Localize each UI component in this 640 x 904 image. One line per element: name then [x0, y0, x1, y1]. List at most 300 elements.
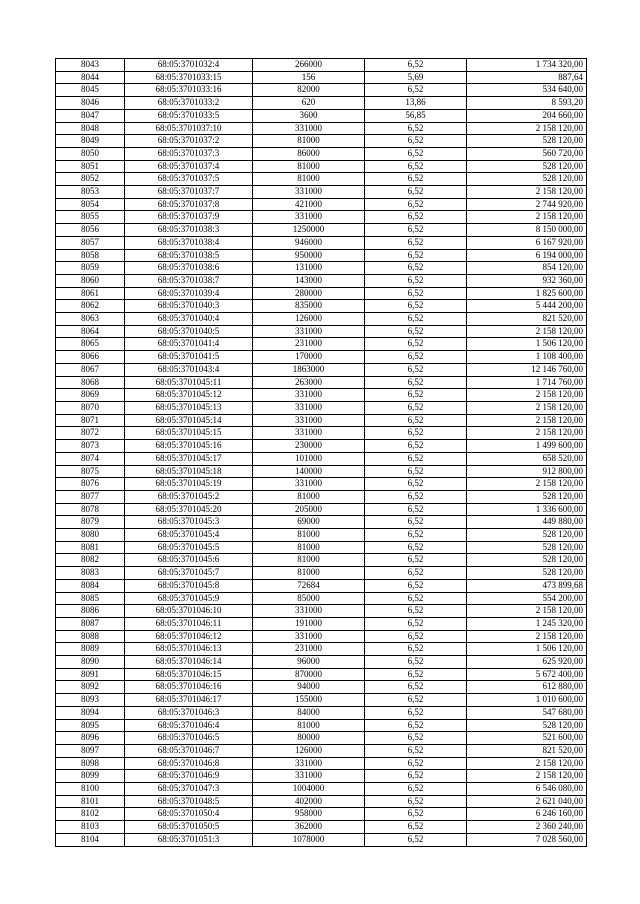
row-number-cell: 8097	[56, 744, 125, 757]
table-row	[56, 363, 587, 376]
table-row	[56, 401, 587, 414]
cadastral-number-cell: 68:05:3701045:19	[125, 478, 253, 491]
row-number-cell: 8095	[56, 719, 125, 732]
row-number-cell: 8047	[56, 109, 125, 122]
cadastral-number-cell: 68:05:3701045:9	[125, 592, 253, 605]
cadastral-number-cell: 68:05:3701045:4	[125, 529, 253, 542]
area-cell: 1250000	[253, 224, 365, 237]
row-number-cell: 8053	[56, 186, 125, 199]
row-number-cell: 8096	[56, 732, 125, 745]
table-row	[56, 236, 587, 249]
table-row	[56, 325, 587, 338]
rate-cell: 6,52	[365, 567, 467, 580]
row-number-cell: 8075	[56, 465, 125, 478]
area-cell: 80000	[253, 732, 365, 745]
rate-cell: 6,52	[365, 668, 467, 681]
cadastral-number-cell: 68:05:3701038:4	[125, 236, 253, 249]
cadastral-number-cell: 68:05:3701040:3	[125, 300, 253, 313]
row-number-cell: 8078	[56, 503, 125, 516]
row-number-cell: 8086	[56, 605, 125, 618]
rate-cell: 6,52	[365, 478, 467, 491]
amount-cell: 528 120,00	[467, 529, 587, 542]
row-number-cell: 8094	[56, 706, 125, 719]
amount-cell: 912 800,00	[467, 465, 587, 478]
rate-cell: 6,52	[365, 732, 467, 745]
area-cell: 126000	[253, 313, 365, 326]
amount-cell: 528 120,00	[467, 719, 587, 732]
cadastral-number-cell: 68:05:3701046:12	[125, 630, 253, 643]
table-row	[56, 313, 587, 326]
area-cell: 94000	[253, 681, 365, 694]
area-cell: 231000	[253, 338, 365, 351]
amount-cell: 521 600,00	[467, 732, 587, 745]
table-row	[56, 503, 587, 516]
cadastral-number-cell: 68:05:3701037:3	[125, 147, 253, 160]
row-number-cell: 8093	[56, 694, 125, 707]
table-row	[56, 605, 587, 618]
table-row	[56, 833, 587, 846]
row-number-cell: 8065	[56, 338, 125, 351]
rate-cell: 6,52	[365, 376, 467, 389]
cadastral-number-cell: 68:05:3701046:9	[125, 770, 253, 783]
row-number-cell: 8043	[56, 59, 125, 72]
amount-cell: 12 146 760,00	[467, 363, 587, 376]
amount-cell: 528 120,00	[467, 490, 587, 503]
row-number-cell: 8082	[56, 554, 125, 567]
amount-cell: 1 714 760,00	[467, 376, 587, 389]
table-row	[56, 732, 587, 745]
cadastral-number-cell: 68:05:3701037:8	[125, 198, 253, 211]
cadastral-number-cell: 68:05:3701045:18	[125, 465, 253, 478]
cadastral-number-cell: 68:05:3701045:6	[125, 554, 253, 567]
area-cell: 81000	[253, 567, 365, 580]
area-cell: 331000	[253, 630, 365, 643]
area-cell: 331000	[253, 605, 365, 618]
rate-cell: 6,52	[365, 808, 467, 821]
row-number-cell: 8087	[56, 617, 125, 630]
row-number-cell: 8080	[56, 529, 125, 542]
amount-cell: 2 158 120,00	[467, 325, 587, 338]
table-row	[56, 643, 587, 656]
cadastral-number-cell: 68:05:3701050:5	[125, 821, 253, 834]
row-number-cell: 8052	[56, 173, 125, 186]
area-cell: 69000	[253, 516, 365, 529]
amount-cell: 1 506 120,00	[467, 338, 587, 351]
amount-cell: 473 899,68	[467, 579, 587, 592]
rate-cell: 6,52	[365, 287, 467, 300]
cadastral-number-cell: 68:05:3701041:5	[125, 351, 253, 364]
rate-cell: 6,52	[365, 325, 467, 338]
cadastral-number-cell: 68:05:3701045:17	[125, 452, 253, 465]
rate-cell: 6,52	[365, 147, 467, 160]
table-row	[56, 300, 587, 313]
cadastral-number-cell: 68:05:3701045:12	[125, 389, 253, 402]
data-table	[55, 58, 587, 847]
row-number-cell: 8063	[56, 313, 125, 326]
row-number-cell: 8055	[56, 211, 125, 224]
table-row	[56, 592, 587, 605]
table-row	[56, 84, 587, 97]
rate-cell: 6,52	[365, 821, 467, 834]
cadastral-number-cell: 68:05:3701038:6	[125, 262, 253, 275]
area-cell: 362000	[253, 821, 365, 834]
amount-cell: 932 360,00	[467, 274, 587, 287]
area-cell: 331000	[253, 427, 365, 440]
row-number-cell: 8101	[56, 795, 125, 808]
table-row	[56, 554, 587, 567]
cadastral-number-cell: 68:05:3701045:16	[125, 440, 253, 453]
amount-cell: 560 720,00	[467, 147, 587, 160]
rate-cell: 6,52	[365, 579, 467, 592]
amount-cell: 2 158 120,00	[467, 401, 587, 414]
table-row	[56, 630, 587, 643]
area-cell: 140000	[253, 465, 365, 478]
amount-cell: 1 336 600,00	[467, 503, 587, 516]
rate-cell: 6,52	[365, 389, 467, 402]
area-cell: 266000	[253, 59, 365, 72]
area-cell: 81000	[253, 541, 365, 554]
row-number-cell: 8062	[56, 300, 125, 313]
table-body	[56, 59, 587, 847]
table-row	[56, 795, 587, 808]
amount-cell: 887,64	[467, 71, 587, 84]
table-row	[56, 668, 587, 681]
area-cell: 402000	[253, 795, 365, 808]
row-number-cell: 8048	[56, 122, 125, 135]
table-row	[56, 186, 587, 199]
area-cell: 331000	[253, 478, 365, 491]
cadastral-number-cell: 68:05:3701046:17	[125, 694, 253, 707]
row-number-cell: 8083	[56, 567, 125, 580]
rate-cell: 6,52	[365, 173, 467, 186]
table-row	[56, 224, 587, 237]
table-row	[56, 478, 587, 491]
rate-cell: 6,52	[365, 783, 467, 796]
cadastral-number-cell: 68:05:3701047:3	[125, 783, 253, 796]
table-row	[56, 160, 587, 173]
table-row	[56, 389, 587, 402]
row-number-cell: 8061	[56, 287, 125, 300]
rate-cell: 6,52	[365, 236, 467, 249]
cadastral-number-cell: 68:05:3701038:3	[125, 224, 253, 237]
row-number-cell: 8058	[56, 249, 125, 262]
cadastral-number-cell: 68:05:3701037:10	[125, 122, 253, 135]
row-number-cell: 8098	[56, 757, 125, 770]
area-cell: 96000	[253, 656, 365, 669]
rate-cell: 6,52	[365, 452, 467, 465]
amount-cell: 2 158 120,00	[467, 427, 587, 440]
cadastral-number-cell: 68:05:3701040:4	[125, 313, 253, 326]
amount-cell: 1 245 320,00	[467, 617, 587, 630]
rate-cell: 13,86	[365, 97, 467, 110]
area-cell: 85000	[253, 592, 365, 605]
cadastral-number-cell: 68:05:3701050:4	[125, 808, 253, 821]
rate-cell: 6,52	[365, 465, 467, 478]
table-row	[56, 579, 587, 592]
cadastral-number-cell: 68:05:3701033:2	[125, 97, 253, 110]
rate-cell: 6,52	[365, 719, 467, 732]
rate-cell: 6,52	[365, 554, 467, 567]
amount-cell: 2 158 120,00	[467, 630, 587, 643]
amount-cell: 2 744 920,00	[467, 198, 587, 211]
rate-cell: 6,52	[365, 249, 467, 262]
table-row	[56, 376, 587, 389]
cadastral-number-cell: 68:05:3701046:16	[125, 681, 253, 694]
area-cell: 263000	[253, 376, 365, 389]
area-cell: 620	[253, 97, 365, 110]
row-number-cell: 8092	[56, 681, 125, 694]
table-row	[56, 147, 587, 160]
amount-cell: 8 593,20	[467, 97, 587, 110]
table-row	[56, 452, 587, 465]
table-row	[56, 681, 587, 694]
amount-cell: 528 120,00	[467, 567, 587, 580]
table-row	[56, 719, 587, 732]
rate-cell: 6,52	[365, 617, 467, 630]
table-row	[56, 135, 587, 148]
area-cell: 82000	[253, 84, 365, 97]
rate-cell: 6,52	[365, 541, 467, 554]
amount-cell: 1 499 600,00	[467, 440, 587, 453]
area-cell: 84000	[253, 706, 365, 719]
cadastral-number-cell: 68:05:3701038:5	[125, 249, 253, 262]
cadastral-number-cell: 68:05:3701046:5	[125, 732, 253, 745]
row-number-cell: 8060	[56, 274, 125, 287]
row-number-cell: 8074	[56, 452, 125, 465]
amount-cell: 2 158 120,00	[467, 757, 587, 770]
table-row	[56, 744, 587, 757]
area-cell: 81000	[253, 719, 365, 732]
area-cell: 870000	[253, 668, 365, 681]
table-row	[56, 770, 587, 783]
cadastral-number-cell: 68:05:3701045:5	[125, 541, 253, 554]
table-row	[56, 351, 587, 364]
amount-cell: 2 158 120,00	[467, 414, 587, 427]
row-number-cell: 8088	[56, 630, 125, 643]
row-number-cell: 8057	[56, 236, 125, 249]
cadastral-number-cell: 68:05:3701045:11	[125, 376, 253, 389]
cadastral-number-cell: 68:05:3701051:3	[125, 833, 253, 846]
amount-cell: 2 158 120,00	[467, 478, 587, 491]
amount-cell: 1 734 320,00	[467, 59, 587, 72]
row-number-cell: 8090	[56, 656, 125, 669]
row-number-cell: 8069	[56, 389, 125, 402]
rate-cell: 6,52	[365, 59, 467, 72]
rate-cell: 6,52	[365, 186, 467, 199]
cadastral-number-cell: 68:05:3701032:4	[125, 59, 253, 72]
rate-cell: 6,52	[365, 313, 467, 326]
area-cell: 86000	[253, 147, 365, 160]
row-number-cell: 8099	[56, 770, 125, 783]
row-number-cell: 8077	[56, 490, 125, 503]
row-number-cell: 8067	[56, 363, 125, 376]
row-number-cell: 8102	[56, 808, 125, 821]
rate-cell: 6,52	[365, 516, 467, 529]
table-row	[56, 783, 587, 796]
amount-cell: 1 506 120,00	[467, 643, 587, 656]
rate-cell: 6,52	[365, 135, 467, 148]
table-row	[56, 198, 587, 211]
area-cell: 81000	[253, 490, 365, 503]
table-row	[56, 490, 587, 503]
rate-cell: 6,52	[365, 440, 467, 453]
table-row	[56, 427, 587, 440]
row-number-cell: 8046	[56, 97, 125, 110]
cadastral-number-cell: 68:05:3701045:13	[125, 401, 253, 414]
area-cell: 81000	[253, 529, 365, 542]
area-cell: 230000	[253, 440, 365, 453]
cadastral-number-cell: 68:05:3701037:4	[125, 160, 253, 173]
row-number-cell: 8059	[56, 262, 125, 275]
table-row	[56, 529, 587, 542]
amount-cell: 547 680,00	[467, 706, 587, 719]
table-row	[56, 262, 587, 275]
rate-cell: 6,52	[365, 274, 467, 287]
row-number-cell: 8044	[56, 71, 125, 84]
cadastral-number-cell: 68:05:3701045:8	[125, 579, 253, 592]
area-cell: 950000	[253, 249, 365, 262]
cadastral-number-cell: 68:05:3701046:7	[125, 744, 253, 757]
amount-cell: 2 158 120,00	[467, 770, 587, 783]
cadastral-number-cell: 68:05:3701045:7	[125, 567, 253, 580]
amount-cell: 6 546 080,00	[467, 783, 587, 796]
rate-cell: 6,52	[365, 795, 467, 808]
rate-cell: 6,52	[365, 592, 467, 605]
cadastral-number-cell: 68:05:3701037:2	[125, 135, 253, 148]
amount-cell: 449 880,00	[467, 516, 587, 529]
cadastral-number-cell: 68:05:3701048:5	[125, 795, 253, 808]
area-cell: 331000	[253, 211, 365, 224]
area-cell: 946000	[253, 236, 365, 249]
row-number-cell: 8079	[56, 516, 125, 529]
area-cell: 155000	[253, 694, 365, 707]
amount-cell: 854 120,00	[467, 262, 587, 275]
amount-cell: 2 360 240,00	[467, 821, 587, 834]
rate-cell: 6,52	[365, 414, 467, 427]
rate-cell: 6,52	[365, 656, 467, 669]
area-cell: 131000	[253, 262, 365, 275]
amount-cell: 821 520,00	[467, 744, 587, 757]
table-row	[56, 211, 587, 224]
amount-cell: 528 120,00	[467, 160, 587, 173]
amount-cell: 8 150 000,00	[467, 224, 587, 237]
rate-cell: 5,69	[365, 71, 467, 84]
row-number-cell: 8071	[56, 414, 125, 427]
amount-cell: 658 520,00	[467, 452, 587, 465]
cadastral-number-cell: 68:05:3701043:4	[125, 363, 253, 376]
area-cell: 231000	[253, 643, 365, 656]
rate-cell: 6,52	[365, 427, 467, 440]
row-number-cell: 8076	[56, 478, 125, 491]
amount-cell: 204 660,00	[467, 109, 587, 122]
rate-cell: 6,52	[365, 338, 467, 351]
area-cell: 958000	[253, 808, 365, 821]
table-row	[56, 516, 587, 529]
rate-cell: 6,52	[365, 744, 467, 757]
amount-cell: 2 158 120,00	[467, 186, 587, 199]
area-cell: 331000	[253, 414, 365, 427]
row-number-cell: 8050	[56, 147, 125, 160]
cadastral-number-cell: 68:05:3701033:16	[125, 84, 253, 97]
row-number-cell: 8089	[56, 643, 125, 656]
amount-cell: 2 158 120,00	[467, 211, 587, 224]
area-cell: 156	[253, 71, 365, 84]
row-number-cell: 8056	[56, 224, 125, 237]
cadastral-number-cell: 68:05:3701033:15	[125, 71, 253, 84]
area-cell: 331000	[253, 389, 365, 402]
rate-cell: 6,52	[365, 694, 467, 707]
row-number-cell: 8085	[56, 592, 125, 605]
rate-cell: 56,85	[365, 109, 467, 122]
table-row	[56, 59, 587, 72]
table-row	[56, 440, 587, 453]
table-row	[56, 173, 587, 186]
cadastral-number-cell: 68:05:3701045:14	[125, 414, 253, 427]
cadastral-number-cell: 68:05:3701046:15	[125, 668, 253, 681]
table-row	[56, 71, 587, 84]
amount-cell: 2 158 120,00	[467, 605, 587, 618]
amount-cell: 528 120,00	[467, 554, 587, 567]
rate-cell: 6,52	[365, 262, 467, 275]
row-number-cell: 8051	[56, 160, 125, 173]
area-cell: 835000	[253, 300, 365, 313]
area-cell: 81000	[253, 554, 365, 567]
rate-cell: 6,52	[365, 833, 467, 846]
row-number-cell: 8081	[56, 541, 125, 554]
table-row	[56, 656, 587, 669]
cadastral-number-cell: 68:05:3701037:7	[125, 186, 253, 199]
row-number-cell: 8066	[56, 351, 125, 364]
cadastral-number-cell: 68:05:3701038:7	[125, 274, 253, 287]
amount-cell: 5 444 200,00	[467, 300, 587, 313]
table-row	[56, 414, 587, 427]
rate-cell: 6,52	[365, 770, 467, 783]
area-cell: 101000	[253, 452, 365, 465]
rate-cell: 6,52	[365, 84, 467, 97]
row-number-cell: 8049	[56, 135, 125, 148]
amount-cell: 6 194 000,00	[467, 249, 587, 262]
table-row	[56, 706, 587, 719]
area-cell: 72684	[253, 579, 365, 592]
amount-cell: 2 158 120,00	[467, 389, 587, 402]
area-cell: 331000	[253, 325, 365, 338]
cadastral-number-cell: 68:05:3701041:4	[125, 338, 253, 351]
rate-cell: 6,52	[365, 503, 467, 516]
table-row	[56, 567, 587, 580]
row-number-cell: 8084	[56, 579, 125, 592]
amount-cell: 528 120,00	[467, 173, 587, 186]
rate-cell: 6,52	[365, 529, 467, 542]
row-number-cell: 8054	[56, 198, 125, 211]
table-row	[56, 274, 587, 287]
row-number-cell: 8104	[56, 833, 125, 846]
cadastral-number-cell: 68:05:3701033:5	[125, 109, 253, 122]
cadastral-number-cell: 68:05:3701037:5	[125, 173, 253, 186]
area-cell: 331000	[253, 122, 365, 135]
row-number-cell: 8064	[56, 325, 125, 338]
cadastral-number-cell: 68:05:3701046:10	[125, 605, 253, 618]
row-number-cell: 8091	[56, 668, 125, 681]
rate-cell: 6,52	[365, 401, 467, 414]
rate-cell: 6,52	[365, 630, 467, 643]
row-number-cell: 8073	[56, 440, 125, 453]
table-row	[56, 694, 587, 707]
amount-cell: 6 167 920,00	[467, 236, 587, 249]
cadastral-number-cell: 68:05:3701046:13	[125, 643, 253, 656]
row-number-cell: 8103	[56, 821, 125, 834]
row-number-cell: 8100	[56, 783, 125, 796]
table-row	[56, 249, 587, 262]
